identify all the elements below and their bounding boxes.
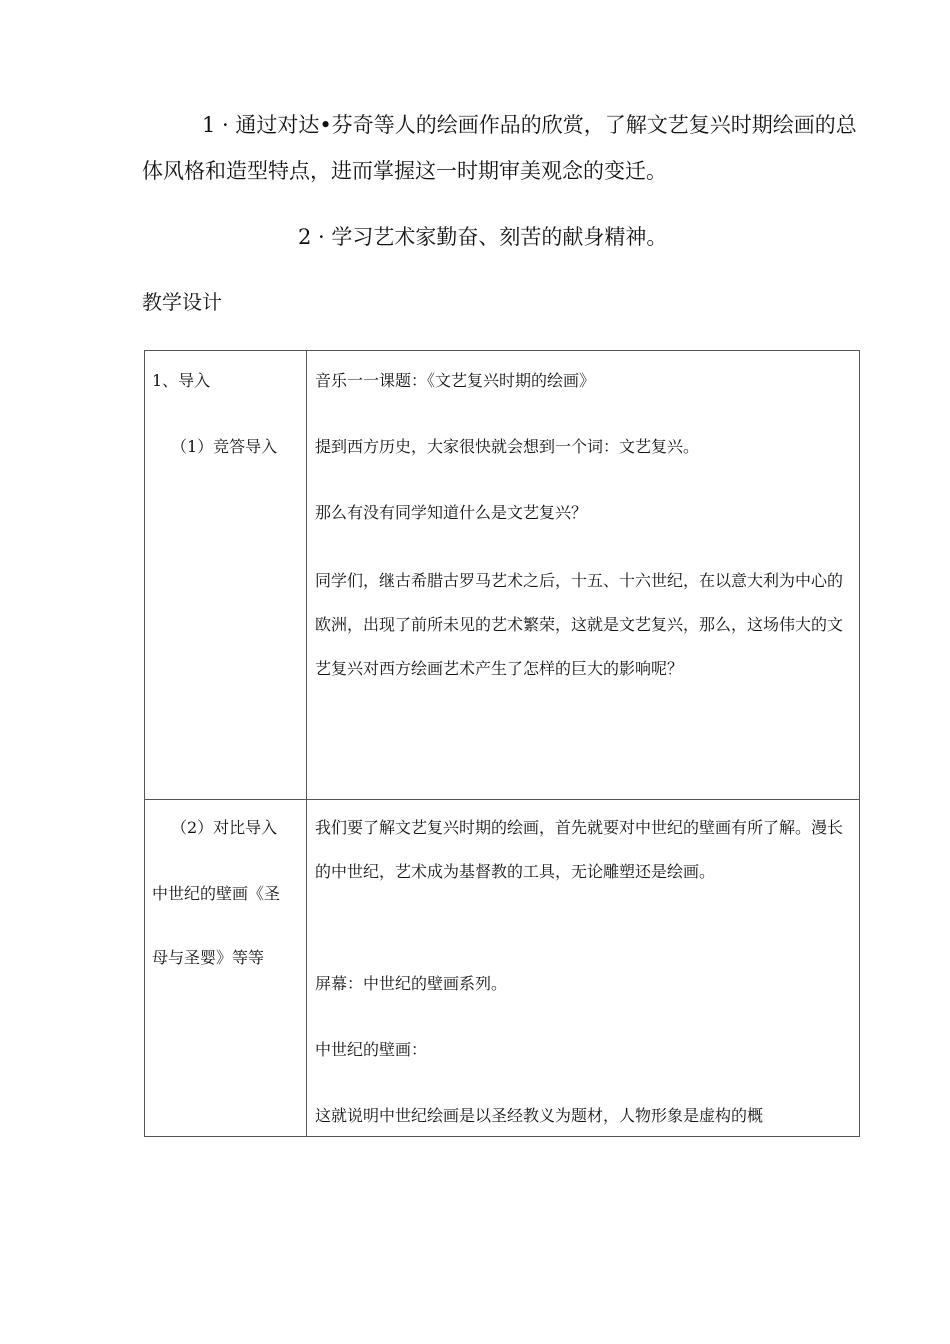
stage-note-line: 中世纪的壁画《圣 xyxy=(152,884,281,903)
content-paragraph: 同学们，继古希腊古罗马艺术之后，十五、十六世纪，在以意大利为中心的欧洲，出现了前所未见的艺术繁荣，这就是文艺复兴，那么，这场伟大的文艺复兴对西方绘画艺术产生了怎样的巨大的影响呢？ xyxy=(315,571,844,678)
stage-note-line: 母与圣婴》等等 xyxy=(152,948,265,967)
stage-cell xyxy=(145,351,307,800)
content-paragraph: 中世纪的壁画： xyxy=(315,1040,428,1059)
content-paragraph: 屏幕：中世纪的壁画系列。 xyxy=(315,974,508,993)
content-paragraph: 我们要了解文艺复兴时期的绘画，首先就要对中世纪的壁画有所了解。漫长的中世纪，艺术成为基督教的工具，无论雕塑还是绘画。 xyxy=(315,818,844,881)
content-paragraph: 那么有没有同学知道什么是文艺复兴？ xyxy=(315,503,588,522)
substage-label: （1）竞答导入 xyxy=(171,437,278,456)
stage-cell xyxy=(145,800,307,1137)
table-row xyxy=(145,800,860,1137)
section-heading: 教学设计 xyxy=(142,290,222,314)
table-row xyxy=(145,351,860,800)
content-paragraph: 提到西方历史，大家很快就会想到一个词：文艺复兴。 xyxy=(315,437,700,456)
content-cell xyxy=(307,351,860,800)
content-paragraph: 这就说明中世纪绘画是以圣经教义为题材，人物形象是虚构的概 xyxy=(315,1106,764,1125)
lesson-plan-table xyxy=(144,350,860,1137)
content-cell xyxy=(307,800,860,1137)
substage-label: （2）对比导入 xyxy=(171,818,278,837)
objective-1: 1 · 通过对达•芬奇等人的绘画作品的欣赏，了解文艺复兴时期绘画的总体风格和造型特点，进而掌握这一时期审美观念的变迁。 xyxy=(142,113,857,183)
stage-label: 1、导入 xyxy=(152,371,211,390)
content-paragraph: 音乐一一课题：《文艺复兴时期的绘画》 xyxy=(315,371,596,390)
objective-2: 2 · 学习艺术家勤奋、刻苦的献身精神。 xyxy=(298,225,668,249)
